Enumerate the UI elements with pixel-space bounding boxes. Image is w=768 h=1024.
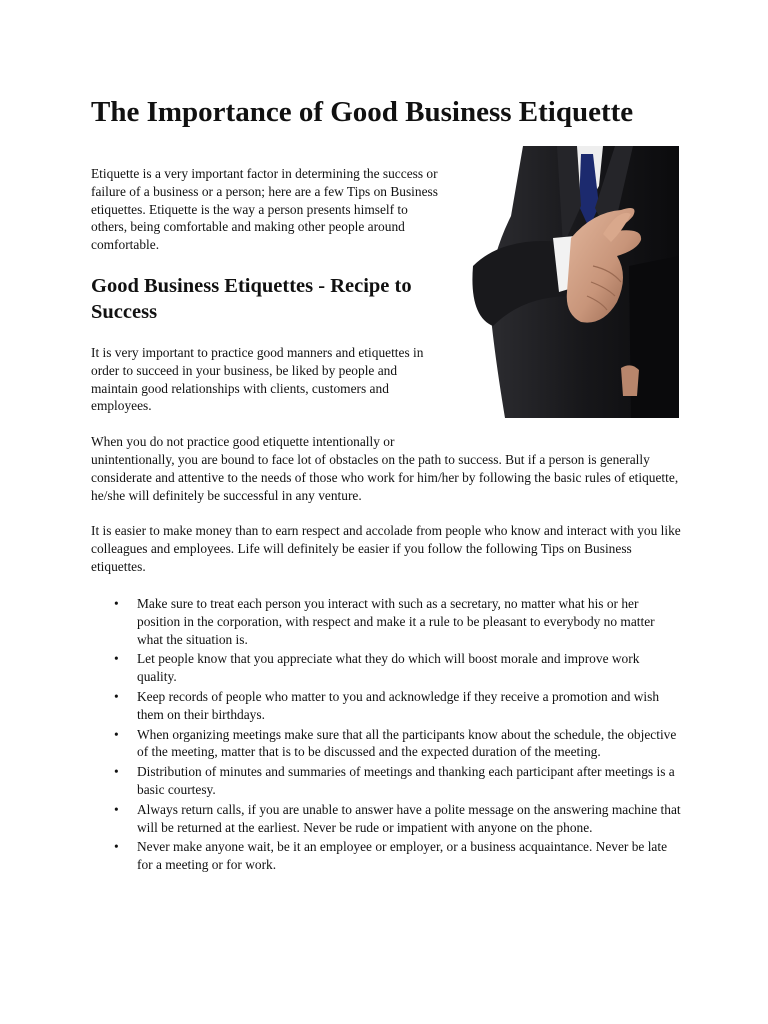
list-item-text: Distribution of minutes and summaries of meetings and thanking each participant after meetings is a basic courtesy. <box>137 764 675 797</box>
list-item-text: Make sure to treat each person you interact with such as a secretary, no matter what his or her position in the corporation, with respect and make it a rule to be pleasant to everybody no matter what the situation is. <box>137 596 655 647</box>
list-item-text: Keep records of people who matter to you and acknowledge if they receive a promotion and wish them on their birthdays. <box>137 688 660 722</box>
list-item-text: Let people know that you appreciate what they do which will boost morale and improve work quality. <box>137 651 640 685</box>
list-item <box>91 726 681 762</box>
list-item-text: When organizing meetings make sure that all the participants know about the schedule, the objective of the meeting, matter that is to be discussed and the expected duration of the meeting. <box>137 726 677 760</box>
list-item <box>91 688 681 724</box>
respect-paragraph: It is easier to make money than to earn respect and accolade from people who know and interact with you like colleagues and employees. Life will definitely be easier if you follow the following Tips on Business etiquettes. <box>91 523 681 574</box>
manners-paragraph: It is very important to practice good manners and etiquettes in order to succeed in your business, be liked by people and maintain good relationships with clients, customers and employees. <box>91 345 424 414</box>
list-item <box>91 838 681 874</box>
list-item <box>91 650 681 686</box>
list-item-text: Never make anyone wait, be it an employee or employer, or a business acquaintance. Never be late for a meeting or for work. <box>137 839 668 873</box>
bullet-icon: • <box>114 688 119 704</box>
list-item <box>91 763 681 799</box>
list-item <box>91 595 681 648</box>
document-title: The Importance of Good Business Etiquette <box>91 96 634 128</box>
bullet-icon: • <box>114 764 119 780</box>
bullet-icon: • <box>114 596 119 611</box>
businessman-hand-icon <box>453 146 679 418</box>
bullet-icon: • <box>114 839 119 855</box>
list-item-text: Always return calls, if you are unable to answer have a polite message on the answering machine that will be returned at the earliest. Never be rude or impatient with anyone on the phone. <box>137 801 681 835</box>
intro-paragraph: Etiquette is a very important factor in determining the success or failure of a business or a person; here are a few Tips on Business etiquettes. Etiquette is the way a person presents himself to others, being comfortable and making other people around comfortable. <box>91 166 438 253</box>
bullet-icon: • <box>114 651 119 667</box>
obstacles-paragraph-rest: unintentionally, you are bound to face lot of obstacles on the path to success. But if a person is generally considerate and attentive to the needs of those who work for him/her by following the basic rules of etiquette, he/she will definitely be successful in any venture. <box>91 452 679 503</box>
section-heading: Good Business Etiquettes - Recipe to Success <box>91 275 412 323</box>
obstacles-paragraph-line1: When you do not practice good etiquette intentionally or <box>91 434 395 449</box>
bullet-icon: • <box>114 801 119 817</box>
list-item <box>91 801 681 837</box>
bullet-icon: • <box>114 726 119 742</box>
tips-list <box>91 595 681 876</box>
handshake-photo <box>453 146 679 418</box>
